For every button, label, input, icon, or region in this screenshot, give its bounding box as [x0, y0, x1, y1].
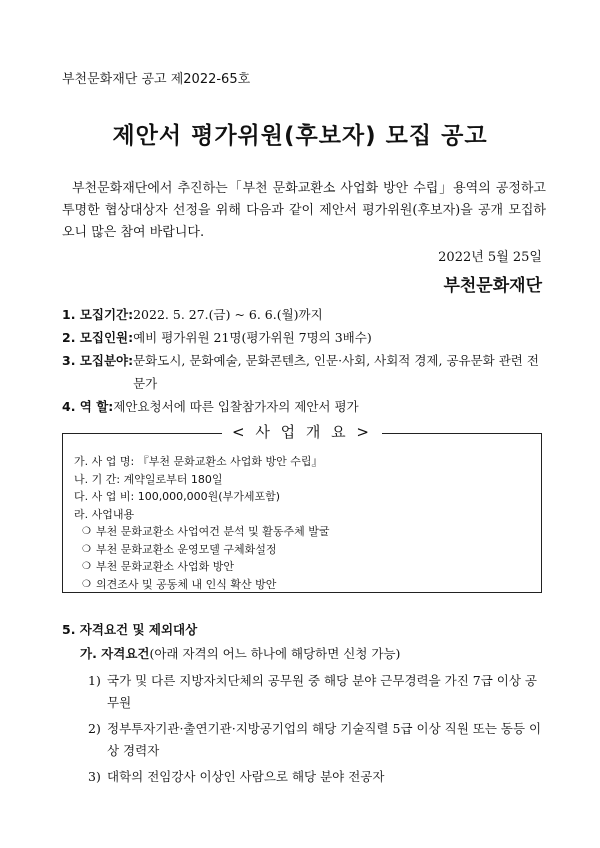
qualification-item	[62, 766, 548, 788]
section-heading: 5. 자격요건 및 제외대상	[62, 622, 198, 637]
overview-bullet	[74, 523, 534, 541]
item-label: 1. 모집기간:	[62, 307, 134, 322]
qualification-number: 1)	[88, 673, 101, 688]
overview-line: 나. 기 간: 계약일로부터 180일	[74, 472, 223, 486]
intro-paragraph	[62, 178, 546, 244]
bullet-icon: ❍	[82, 578, 91, 590]
qualification-item	[62, 718, 548, 762]
bullet-text: 부천 문화교환소 사업화 방안	[96, 560, 235, 573]
overview-title-wrap	[62, 421, 542, 442]
item-value: 2022. 5. 27.(금) ~ 6. 6.(월)까지	[133, 307, 323, 322]
bullet-text: 의견조사 및 공동체 내 인식 확산 방안	[96, 577, 277, 591]
bullet-icon: ❍	[82, 543, 91, 555]
bullet-text: 부천 문화교환소 사업여건 분석 및 활동주체 발굴	[96, 525, 330, 538]
overview-line: 다. 사 업 비: 100,000,000원(부가세포함)	[74, 490, 281, 503]
subsection-label: 가. 자격요건	[80, 646, 150, 661]
section-qualifications	[62, 618, 548, 788]
overview-bullet	[74, 541, 534, 559]
overview-content	[74, 453, 534, 593]
overview-bullet	[74, 558, 534, 576]
announcement-date: 2022년 5월 25일	[438, 250, 542, 265]
page-title: 제안서 평가위원(후보자) 모집 공고	[112, 123, 488, 149]
qualification-text: 대학의 전임강사 이상인 사람으로 해당 분야 전공자	[107, 769, 385, 784]
bullet-icon: ❍	[82, 561, 91, 572]
overview-line: 가. 사 업 명: 『부천 문화교환소 사업화 방안 수립』	[74, 455, 323, 468]
item-label: 4. 역 할:	[62, 399, 114, 414]
recruitment-items	[62, 303, 548, 418]
item-value: 제안요청서에 따른 입찰참가자의 제안서 평가	[113, 399, 359, 414]
qualification-text: 정부투자기관·출연기관·지방공기업의 해당 기술직렬 5급 이상 직원 또는 동등 이상 경력자	[107, 721, 542, 758]
item-field	[62, 349, 548, 395]
bullet-text: 부천 문화교환소 운영모델 구체화설정	[96, 542, 277, 556]
item-value: 문화도시, 문화예술, 문화콘텐츠, 인문·사회, 사회적 경제, 공유문화 관련 전문가	[133, 353, 539, 391]
item-value: 예비 평가위원 21명(평가위원 7명의 3배수)	[133, 330, 372, 345]
intro-text: 부천문화재단에서 추진하는「부천 문화교환소 사업화 방안 수립」용역의 공정하고 투명한 협상대상자 선정을 위해 다음과 같이 제안서 평가위원(후보자)을 공개 모집하오니 많은 참여 바랍니다.	[62, 181, 546, 240]
item-label: 3. 모집분야:	[62, 353, 134, 368]
qualification-number: 3)	[88, 769, 101, 784]
qualification-number: 2)	[88, 721, 101, 736]
item-label: 2. 모집인원:	[62, 330, 134, 345]
item-headcount	[62, 326, 548, 349]
bullet-icon: ❍	[82, 526, 91, 537]
overview-title: < 사 업 개 요 >	[222, 423, 382, 441]
notice-number: 부천문화재단 공고 제2022-65호	[62, 72, 251, 87]
overview-bullet	[74, 576, 534, 594]
qualification-text: 국가 및 다른 지방자치단체의 공무원 중 해당 분야 근무경력을 가진 7급 이상 공무원	[107, 673, 537, 710]
qualification-item	[62, 670, 548, 714]
organization-name: 부천문화재단	[443, 276, 542, 296]
overview-line: 라. 사업내용	[74, 507, 135, 521]
subsection-heading	[62, 642, 548, 666]
subsection-note: (아래 자격의 어느 하나에 해당하면 신청 가능)	[149, 646, 401, 661]
item-role	[62, 395, 548, 418]
item-period	[62, 303, 548, 326]
